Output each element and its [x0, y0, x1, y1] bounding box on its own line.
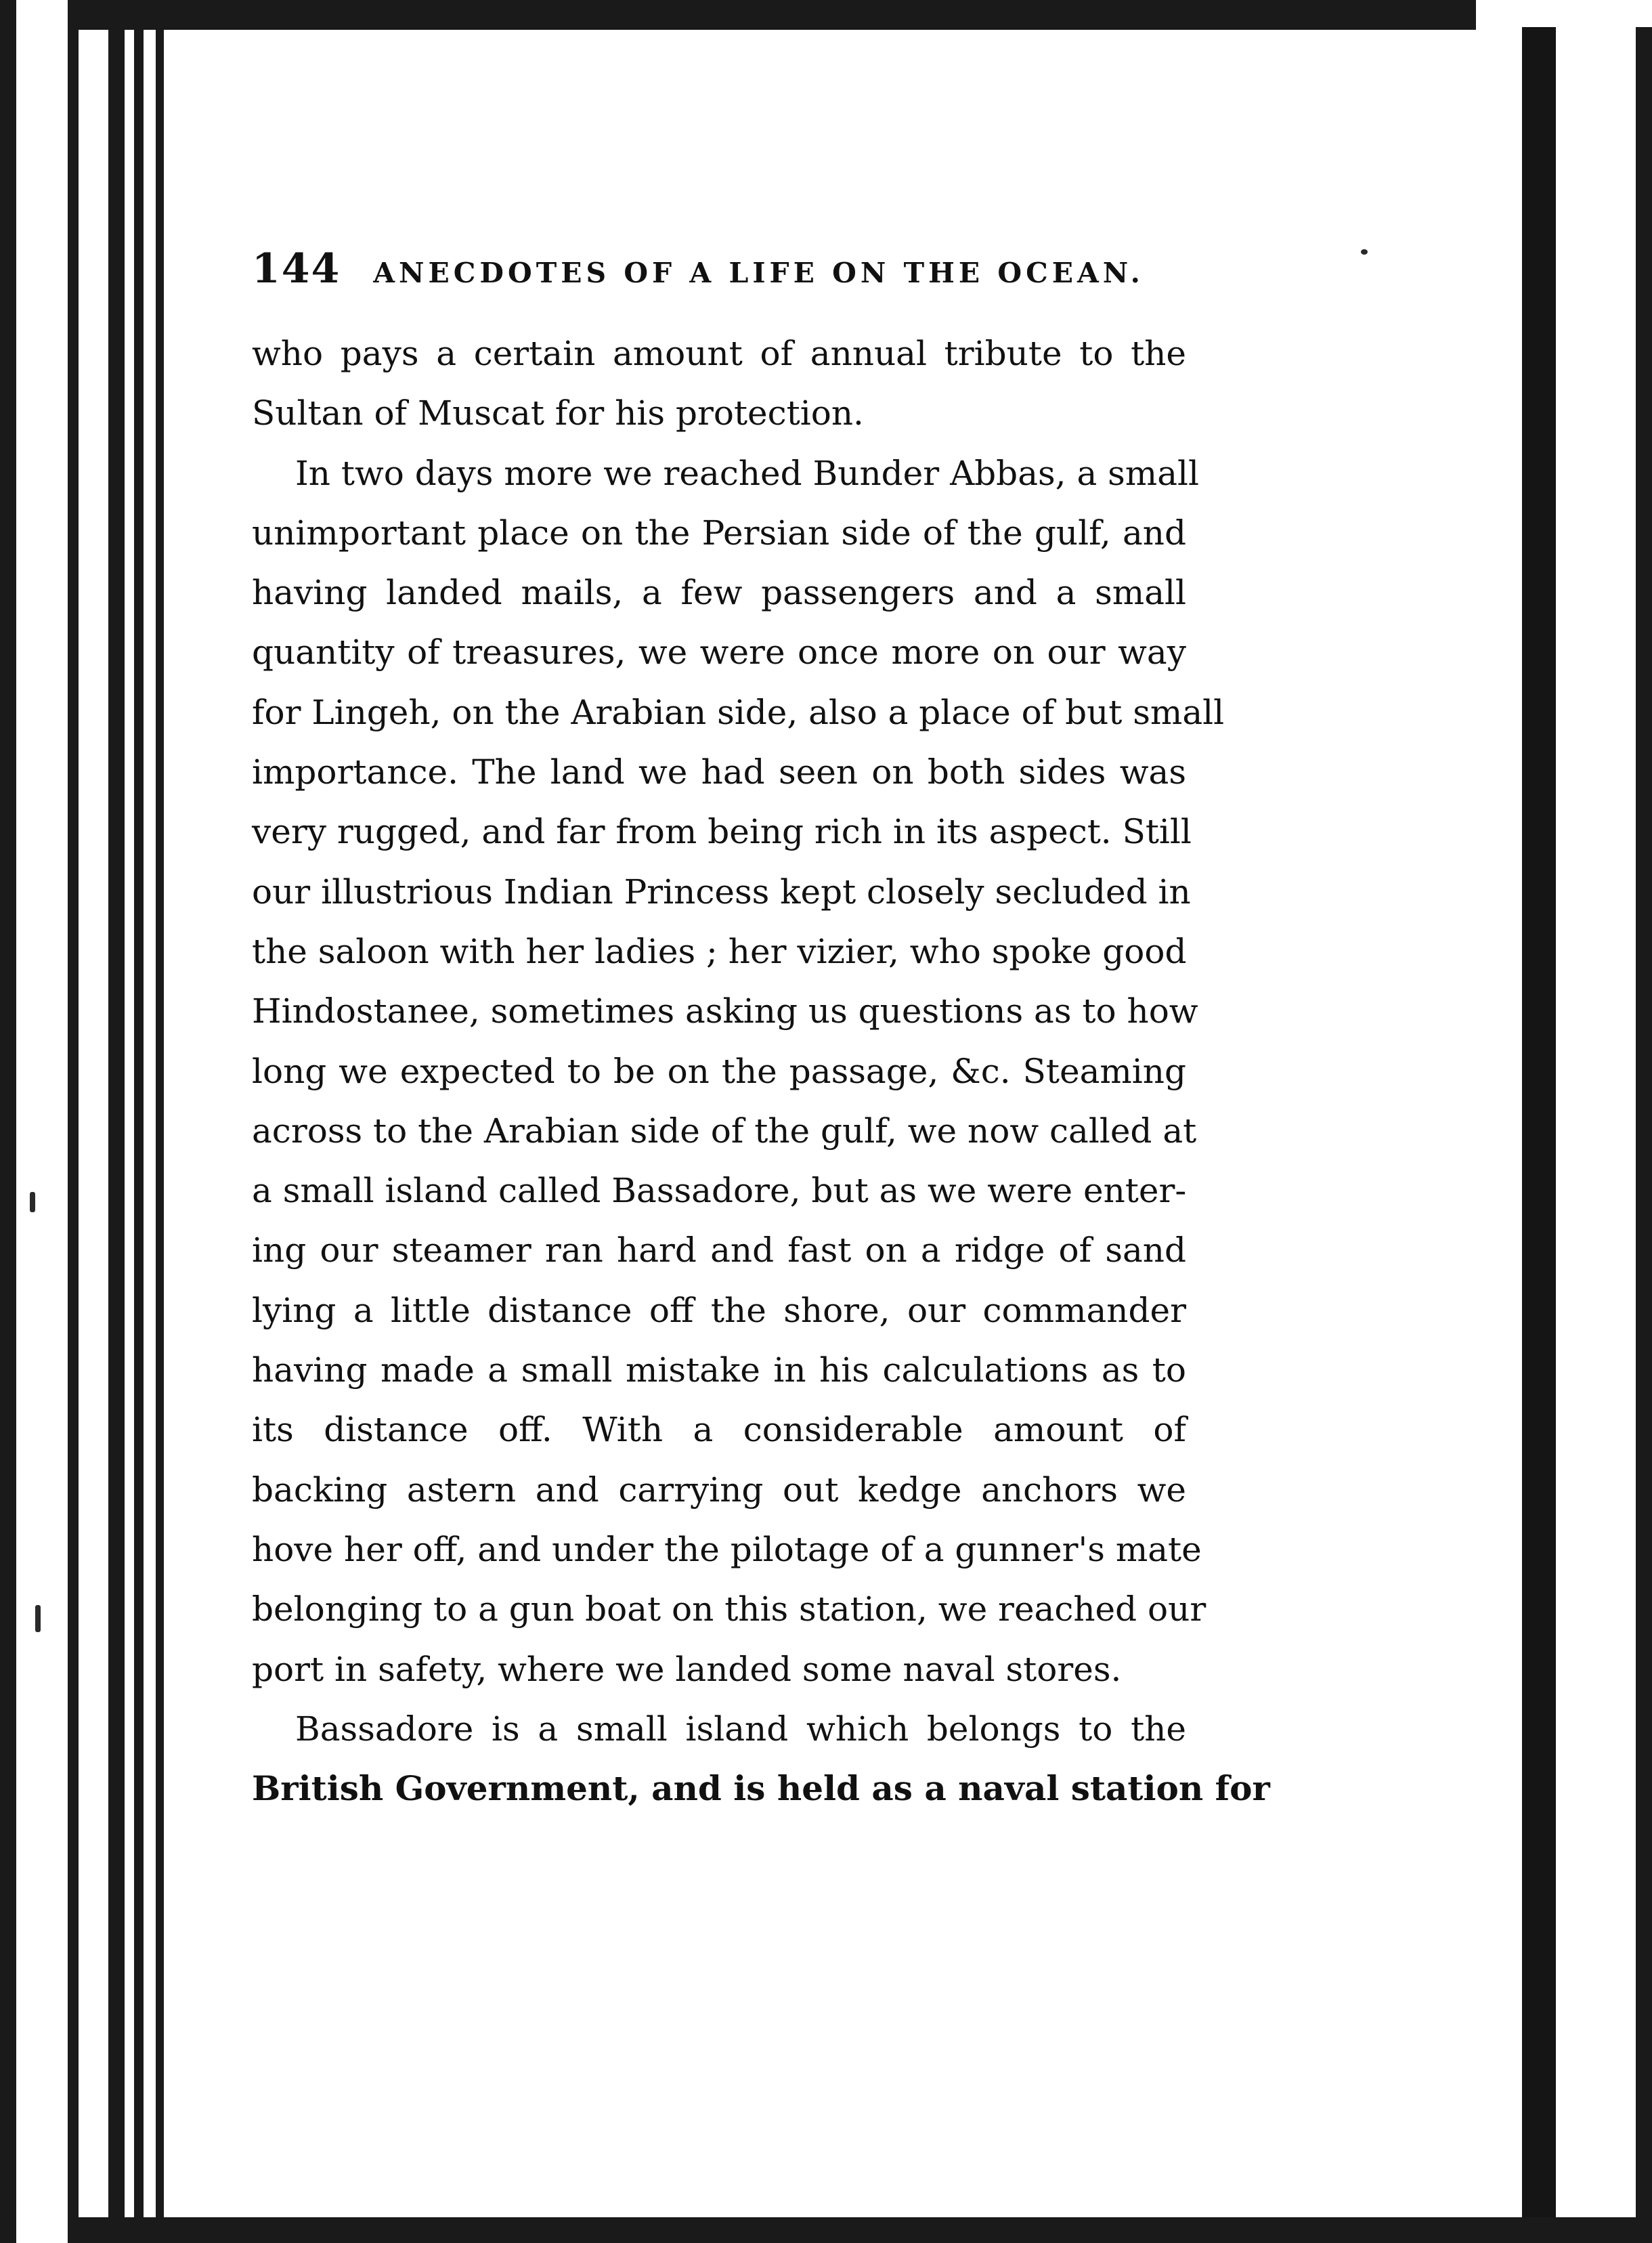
text-line: across to the Arabian side of the gulf, we now called at [252, 1111, 1197, 1151]
text-line: ing our steamer ran hard and fast on a ridge of sand [252, 1231, 1186, 1270]
text-line: unimportant place on the Persian side of the gulf, and [252, 513, 1186, 553]
bottom-border [68, 2217, 1652, 2243]
text-line: our illustrious Indian Princess kept closely secluded in [252, 872, 1191, 912]
text-line: Sultan of Muscat for his protection. [252, 393, 864, 433]
text-line: for Lingeh, on the Arabian side, also a place of but small [252, 692, 1225, 732]
text-line: quantity of treasures, we were once more on our way [252, 633, 1186, 672]
ink-speck [35, 1605, 41, 1632]
page-edge-gap [125, 0, 134, 2243]
text-line: who pays a certain amount of annual tribute to the [252, 334, 1186, 373]
ink-speck [30, 1192, 35, 1212]
text-line: Hindostanee, sometimes asking us questions as to how [252, 991, 1198, 1031]
page-edge-shadow [134, 0, 144, 2243]
text-line: British Government, and is held as a naval station for [252, 1768, 1270, 1809]
page-edge-gap [79, 0, 108, 2243]
text-line: having landed mails, a few passengers and a small [252, 573, 1186, 613]
text-line: belonging to a gun boat on this station, we reached our [252, 1589, 1207, 1629]
page-edge-shadow [156, 0, 164, 2243]
page-edge-gap [144, 0, 156, 2243]
text-line: In two days more we reached Bunder Abbas, a small [295, 453, 1200, 493]
page-edge-shadow [68, 0, 79, 2243]
text-line: backing astern and carrying out kedge anchors we [252, 1470, 1186, 1510]
top-border [68, 0, 1476, 30]
page-header [252, 245, 1349, 299]
text-line: port in safety, where we landed some naval stores. [252, 1649, 1122, 1689]
text-line: the saloon with her ladies ; her vizier, who spoke good [252, 931, 1187, 971]
text-line: hove her off, and under the pilotage of a gunner's mate [252, 1529, 1202, 1569]
text-line: having made a small mistake in his calculations as to [252, 1350, 1186, 1390]
body-text [252, 324, 1270, 1818]
page-edge-shadow [0, 0, 16, 2243]
ink-speck [1361, 249, 1368, 255]
text-line: very rugged, and far from being rich in its aspect. Still [252, 812, 1192, 852]
page-edge-gap [16, 0, 68, 2243]
text-line: Bassadore is a small island which belongs to the [295, 1709, 1186, 1749]
page-edge-shadow [108, 0, 125, 2243]
text-line: its distance off. With a considerable amount of [252, 1410, 1186, 1450]
text-line: lying a little distance off the shore, our commander [252, 1290, 1186, 1330]
text-line: a small island called Bassadore, but as we were enter- [252, 1171, 1187, 1211]
right-border [1522, 27, 1556, 2221]
page-number: 144 [252, 245, 341, 293]
text-line: importance. The land we had seen on both sides was [252, 752, 1186, 792]
running-head: ANECDOTES OF A LIFE ON THE OCEAN. [373, 257, 1144, 289]
right-scan-edge [1636, 27, 1652, 2221]
text-line: long we expected to be on the passage, &c. Steaming [252, 1051, 1186, 1091]
